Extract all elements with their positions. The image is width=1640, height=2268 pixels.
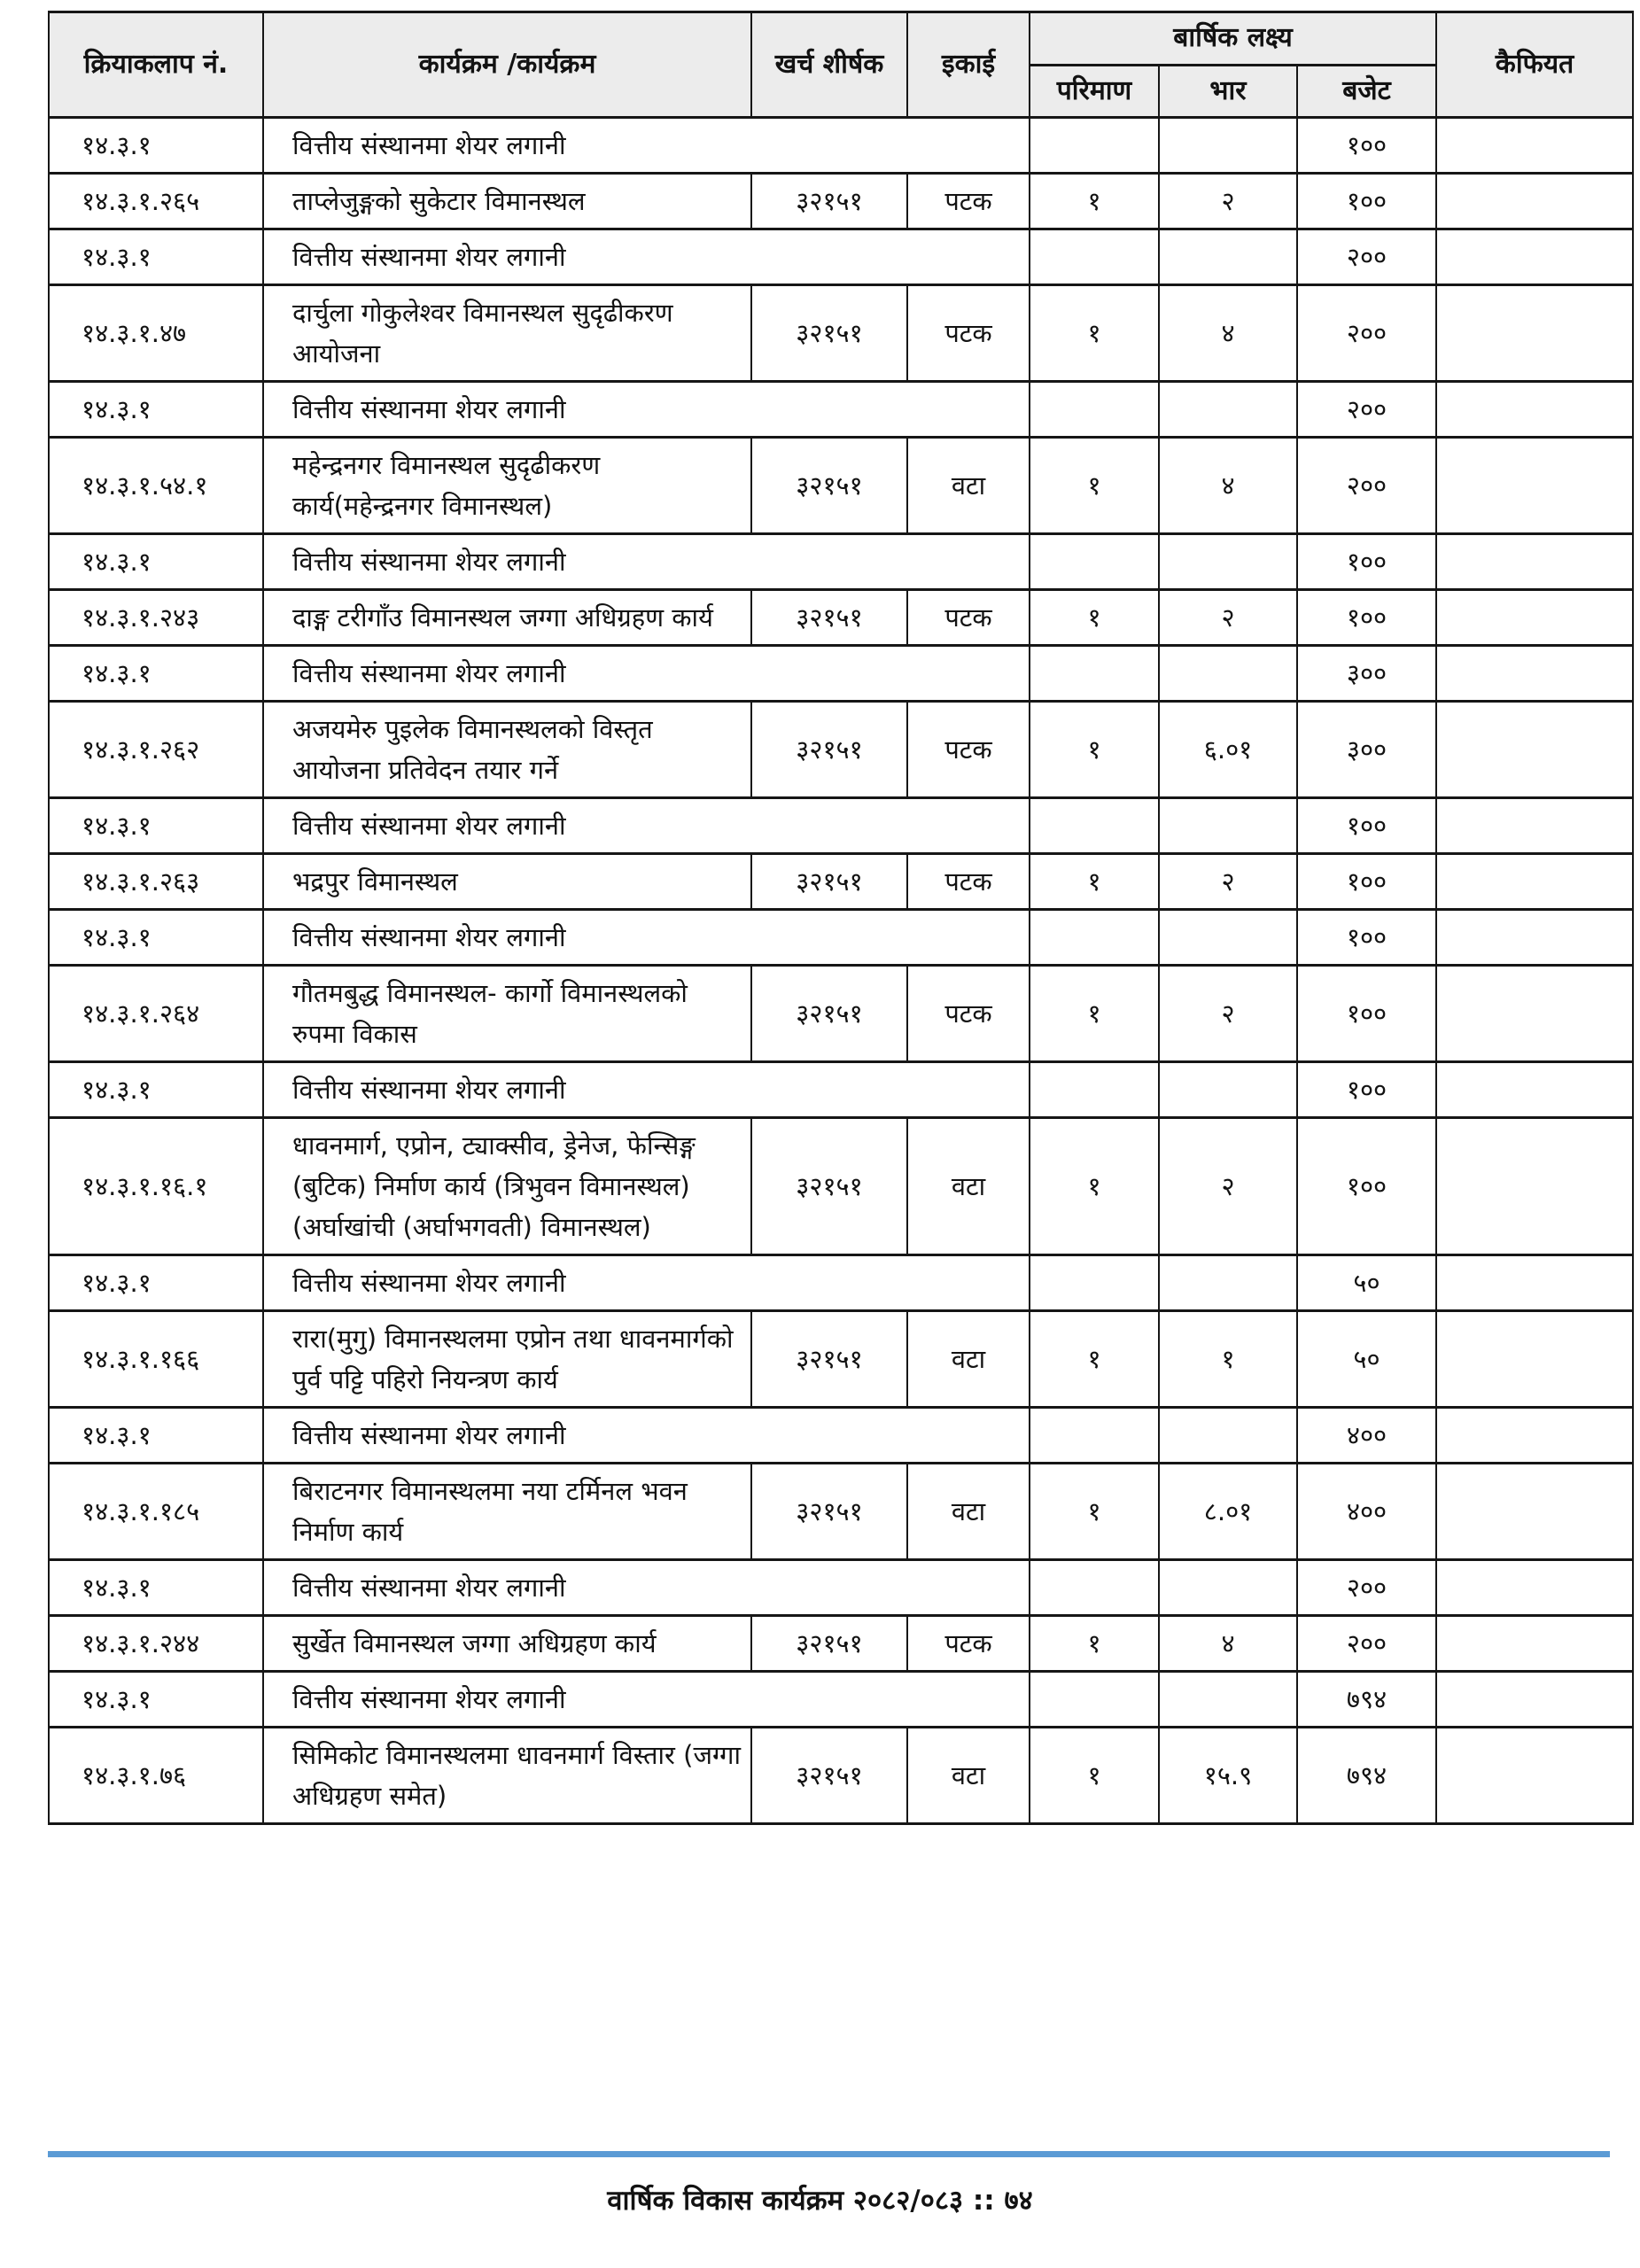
budget-cell: १०० xyxy=(1297,118,1436,174)
expense-head-cell: ३२१५१ xyxy=(751,1616,907,1672)
header-program: कार्यक्रम /कार्यक्रम xyxy=(263,12,751,118)
summary-row xyxy=(49,1255,1633,1311)
weight-cell xyxy=(1159,382,1297,438)
expense-head-cell: ३२१५१ xyxy=(751,285,907,382)
activity-no-cell: १४.३.१.२६३ xyxy=(49,854,263,910)
activity-no-cell: १४.३.१.१८५ xyxy=(49,1464,263,1560)
weight-cell: २ xyxy=(1159,590,1297,646)
expense-head-cell: ३२१५१ xyxy=(751,438,907,534)
budget-cell: ४०० xyxy=(1297,1408,1436,1464)
summary-row xyxy=(49,118,1633,174)
table-header xyxy=(49,12,1633,118)
activity-no-cell: १४.३.१ xyxy=(49,118,263,174)
weight-cell: ८.०१ xyxy=(1159,1464,1297,1560)
program-cell: वित्तीय संस्थानमा शेयर लगानी xyxy=(263,1062,1030,1118)
weight-cell xyxy=(1159,1560,1297,1616)
budget-cell: ५० xyxy=(1297,1255,1436,1311)
program-cell: वित्तीय संस्थानमा शेयर लगानी xyxy=(263,1408,1030,1464)
quantity-cell: १ xyxy=(1030,438,1159,534)
program-cell: दाङ्ग टरीगाँउ विमानस्थल जग्गा अधिग्रहण कार्य xyxy=(263,590,751,646)
budget-cell: १०० xyxy=(1297,590,1436,646)
remarks-cell xyxy=(1436,1464,1633,1560)
activity-no-cell: १४.३.१ xyxy=(49,382,263,438)
weight-cell xyxy=(1159,534,1297,590)
summary-row xyxy=(49,1560,1633,1616)
budget-cell: १०० xyxy=(1297,1118,1436,1255)
budget-cell: १०० xyxy=(1297,910,1436,966)
program-cell: गौतमबुद्ध विमानस्थल- कार्गो विमानस्थलको रुपमा विकास xyxy=(263,966,751,1062)
activity-no-cell: १४.३.१.४७ xyxy=(49,285,263,382)
budget-cell: २०० xyxy=(1297,382,1436,438)
remarks-cell xyxy=(1436,1118,1633,1255)
weight-cell xyxy=(1159,646,1297,702)
unit-cell: पटक xyxy=(907,966,1030,1062)
remarks-cell xyxy=(1436,438,1633,534)
budget-cell: ४०० xyxy=(1297,1464,1436,1560)
summary-row xyxy=(49,534,1633,590)
quantity-cell xyxy=(1030,118,1159,174)
activity-no-cell: १४.३.१.२६२ xyxy=(49,702,263,798)
quantity-cell: १ xyxy=(1030,1728,1159,1824)
quantity-cell: १ xyxy=(1030,590,1159,646)
expense-head-cell: ३२१५१ xyxy=(751,854,907,910)
program-cell: वित्तीय संस्थानमा शेयर लगानी xyxy=(263,910,1030,966)
quantity-cell xyxy=(1030,1672,1159,1728)
table-body xyxy=(49,118,1633,1824)
activity-no-cell: १४.३.१.२४३ xyxy=(49,590,263,646)
weight-cell: २ xyxy=(1159,854,1297,910)
budget-table xyxy=(48,11,1634,1825)
quantity-cell: १ xyxy=(1030,174,1159,229)
remarks-cell xyxy=(1436,966,1633,1062)
weight-cell: १ xyxy=(1159,1311,1297,1408)
unit-cell: वटा xyxy=(907,1728,1030,1824)
program-cell: सिमिकोट विमानस्थलमा धावनमार्ग विस्तार (जग्गा अधिग्रहण समेत) xyxy=(263,1728,751,1824)
activity-no-cell: १४.३.१ xyxy=(49,1062,263,1118)
remarks-cell xyxy=(1436,1311,1633,1408)
budget-cell: ३०० xyxy=(1297,702,1436,798)
detail-row xyxy=(49,174,1633,229)
detail-row xyxy=(49,1728,1633,1824)
expense-head-cell: ३२१५१ xyxy=(751,1311,907,1408)
quantity-cell: १ xyxy=(1030,966,1159,1062)
budget-cell: २०० xyxy=(1297,285,1436,382)
summary-row xyxy=(49,382,1633,438)
summary-row xyxy=(49,229,1633,285)
quantity-cell xyxy=(1030,798,1159,854)
header-annual-target: बार्षिक लक्ष्य xyxy=(1030,12,1436,66)
remarks-cell xyxy=(1436,590,1633,646)
remarks-cell xyxy=(1436,910,1633,966)
program-cell: भद्रपुर विमानस्थल xyxy=(263,854,751,910)
quantity-cell xyxy=(1030,1255,1159,1311)
page-footer: वार्षिक विकास कार्यक्रम २०८२/०८३ :: ७४ xyxy=(607,2185,1033,2217)
quantity-cell xyxy=(1030,910,1159,966)
activity-no-cell: १४.३.१.५४.१ xyxy=(49,438,263,534)
program-cell: बिराटनगर विमानस्थलमा नया टर्मिनल भवन निर्माण कार्य xyxy=(263,1464,751,1560)
activity-no-cell: १४.३.१.१६६ xyxy=(49,1311,263,1408)
remarks-cell xyxy=(1436,174,1633,229)
activity-no-cell: १४.३.१ xyxy=(49,646,263,702)
remarks-cell xyxy=(1436,1728,1633,1824)
budget-cell: ५० xyxy=(1297,1311,1436,1408)
program-cell: वित्तीय संस्थानमा शेयर लगानी xyxy=(263,229,1030,285)
program-cell: वित्तीय संस्थानमा शेयर लगानी xyxy=(263,118,1030,174)
summary-row xyxy=(49,910,1633,966)
activity-no-cell: १४.३.१ xyxy=(49,1560,263,1616)
quantity-cell xyxy=(1030,229,1159,285)
budget-cell: १०० xyxy=(1297,966,1436,1062)
quantity-cell: १ xyxy=(1030,1464,1159,1560)
footer-divider-line xyxy=(48,2151,1610,2157)
summary-row xyxy=(49,1672,1633,1728)
quantity-cell xyxy=(1030,534,1159,590)
activity-no-cell: १४.३.१ xyxy=(49,798,263,854)
detail-row xyxy=(49,966,1633,1062)
weight-cell: ४ xyxy=(1159,1616,1297,1672)
program-cell: वित्तीय संस्थानमा शेयर लगानी xyxy=(263,1672,1030,1728)
program-cell: वित्तीय संस्थानमा शेयर लगानी xyxy=(263,1255,1030,1311)
budget-cell: ३०० xyxy=(1297,646,1436,702)
detail-row xyxy=(49,1464,1633,1560)
expense-head-cell: ३२१५१ xyxy=(751,590,907,646)
unit-cell: वटा xyxy=(907,1118,1030,1255)
detail-row xyxy=(49,438,1633,534)
expense-head-cell: ३२१५१ xyxy=(751,1728,907,1824)
activity-no-cell: १४.३.१ xyxy=(49,1255,263,1311)
weight-cell xyxy=(1159,1408,1297,1464)
header-weight: भार xyxy=(1159,65,1297,118)
weight-cell xyxy=(1159,1255,1297,1311)
header-activity-no: क्रियाकलाप नं. xyxy=(49,12,263,118)
remarks-cell xyxy=(1436,118,1633,174)
quantity-cell: १ xyxy=(1030,702,1159,798)
weight-cell xyxy=(1159,798,1297,854)
activity-no-cell: १४.३.१ xyxy=(49,229,263,285)
weight-cell xyxy=(1159,1672,1297,1728)
detail-row xyxy=(49,590,1633,646)
program-cell: धावनमार्ग, एप्रोन, ट्याक्सीव, ड्रेनेज, फेन्सिङ्ग (बुटिक) निर्माण कार्य (त्रिभुवन विमानस्थल)(अर्घाखांची (अर्घाभगवती) विमानस्थल) xyxy=(263,1118,751,1255)
program-cell: सुर्खेत विमानस्थल जग्गा अधिग्रहण कार्य xyxy=(263,1616,751,1672)
quantity-cell: १ xyxy=(1030,1118,1159,1255)
program-cell: रारा(मुगु) विमानस्थलमा एप्रोन तथा धावनमार्गको पुर्व पट्टि पहिरो नियन्त्रण कार्य xyxy=(263,1311,751,1408)
unit-cell: पटक xyxy=(907,174,1030,229)
budget-cell: २०० xyxy=(1297,1616,1436,1672)
remarks-cell xyxy=(1436,854,1633,910)
budget-cell: २०० xyxy=(1297,438,1436,534)
detail-row xyxy=(49,854,1633,910)
program-cell: महेन्द्रनगर विमानस्थल सुदृढीकरण कार्य(महेन्द्रनगर विमानस्थल) xyxy=(263,438,751,534)
unit-cell: पटक xyxy=(907,1616,1030,1672)
quantity-cell: १ xyxy=(1030,1311,1159,1408)
remarks-cell xyxy=(1436,646,1633,702)
quantity-cell xyxy=(1030,1560,1159,1616)
program-cell: वित्तीय संस्थानमा शेयर लगानी xyxy=(263,1560,1030,1616)
header-remarks: कैफियत xyxy=(1436,12,1633,118)
program-cell: वित्तीय संस्थानमा शेयर लगानी xyxy=(263,382,1030,438)
activity-no-cell: १४.३.१.७६ xyxy=(49,1728,263,1824)
program-cell: वित्तीय संस्थानमा शेयर लगानी xyxy=(263,646,1030,702)
program-cell: दार्चुला गोकुलेश्वर विमानस्थल सुदृढीकरण आयोजना xyxy=(263,285,751,382)
unit-cell: पटक xyxy=(907,590,1030,646)
unit-cell: वटा xyxy=(907,1311,1030,1408)
remarks-cell xyxy=(1436,1062,1633,1118)
detail-row xyxy=(49,1118,1633,1255)
budget-cell: १०० xyxy=(1297,854,1436,910)
budget-cell: २०० xyxy=(1297,1560,1436,1616)
remarks-cell xyxy=(1436,382,1633,438)
activity-no-cell: १४.३.१.१६.१ xyxy=(49,1118,263,1255)
weight-cell xyxy=(1159,229,1297,285)
header-quantity: परिमाण xyxy=(1030,65,1159,118)
program-cell: वित्तीय संस्थानमा शेयर लगानी xyxy=(263,534,1030,590)
quantity-cell xyxy=(1030,382,1159,438)
remarks-cell xyxy=(1436,1255,1633,1311)
weight-cell xyxy=(1159,1062,1297,1118)
summary-row xyxy=(49,1062,1633,1118)
remarks-cell xyxy=(1436,285,1633,382)
remarks-cell xyxy=(1436,1672,1633,1728)
remarks-cell xyxy=(1436,229,1633,285)
detail-row xyxy=(49,1616,1633,1672)
budget-cell: ७९४ xyxy=(1297,1728,1436,1824)
unit-cell: पटक xyxy=(907,702,1030,798)
remarks-cell xyxy=(1436,798,1633,854)
weight-cell: ४ xyxy=(1159,285,1297,382)
remarks-cell xyxy=(1436,534,1633,590)
quantity-cell xyxy=(1030,1408,1159,1464)
weight-cell: ६.०१ xyxy=(1159,702,1297,798)
program-cell: अजयमेरु पुइलेक विमानस्थलको विस्तृत आयोजना प्रतिवेदन तयार गर्ने xyxy=(263,702,751,798)
activity-no-cell: १४.३.१ xyxy=(49,1408,263,1464)
program-cell: वित्तीय संस्थानमा शेयर लगानी xyxy=(263,798,1030,854)
header-unit: इकाई xyxy=(907,12,1030,118)
unit-cell: वटा xyxy=(907,1464,1030,1560)
budget-cell: १०० xyxy=(1297,174,1436,229)
unit-cell: पटक xyxy=(907,285,1030,382)
header-expense-head: खर्च शीर्षक xyxy=(751,12,907,118)
budget-cell: १०० xyxy=(1297,534,1436,590)
budget-cell: ७९४ xyxy=(1297,1672,1436,1728)
expense-head-cell: ३२१५१ xyxy=(751,1464,907,1560)
weight-cell: २ xyxy=(1159,966,1297,1062)
activity-no-cell: १४.३.१.२६४ xyxy=(49,966,263,1062)
budget-cell: १०० xyxy=(1297,798,1436,854)
quantity-cell xyxy=(1030,646,1159,702)
quantity-cell xyxy=(1030,1062,1159,1118)
unit-cell: वटा xyxy=(907,438,1030,534)
activity-no-cell: १४.३.१ xyxy=(49,910,263,966)
quantity-cell: १ xyxy=(1030,285,1159,382)
activity-no-cell: १४.३.१.२६५ xyxy=(49,174,263,229)
weight-cell xyxy=(1159,118,1297,174)
summary-row xyxy=(49,798,1633,854)
detail-row xyxy=(49,1311,1633,1408)
expense-head-cell: ३२१५१ xyxy=(751,966,907,1062)
expense-head-cell: ३२१५१ xyxy=(751,1118,907,1255)
expense-head-cell: ३२१५१ xyxy=(751,702,907,798)
remarks-cell xyxy=(1436,1560,1633,1616)
remarks-cell xyxy=(1436,702,1633,798)
summary-row xyxy=(49,1408,1633,1464)
program-cell: ताप्लेजुङ्गको सुकेटार विमानस्थल xyxy=(263,174,751,229)
weight-cell xyxy=(1159,910,1297,966)
activity-no-cell: १४.३.१.२४४ xyxy=(49,1616,263,1672)
unit-cell: पटक xyxy=(907,854,1030,910)
remarks-cell xyxy=(1436,1616,1633,1672)
expense-head-cell: ३२१५१ xyxy=(751,174,907,229)
detail-row xyxy=(49,702,1633,798)
weight-cell: ४ xyxy=(1159,438,1297,534)
quantity-cell: १ xyxy=(1030,854,1159,910)
header-budget: बजेट xyxy=(1297,65,1436,118)
remarks-cell xyxy=(1436,1408,1633,1464)
budget-cell: १०० xyxy=(1297,1062,1436,1118)
budget-cell: २०० xyxy=(1297,229,1436,285)
summary-row xyxy=(49,646,1633,702)
weight-cell: २ xyxy=(1159,174,1297,229)
activity-no-cell: १४.३.१ xyxy=(49,534,263,590)
weight-cell: १५.९ xyxy=(1159,1728,1297,1824)
detail-row xyxy=(49,285,1633,382)
weight-cell: २ xyxy=(1159,1118,1297,1255)
activity-no-cell: १४.३.१ xyxy=(49,1672,263,1728)
quantity-cell: १ xyxy=(1030,1616,1159,1672)
